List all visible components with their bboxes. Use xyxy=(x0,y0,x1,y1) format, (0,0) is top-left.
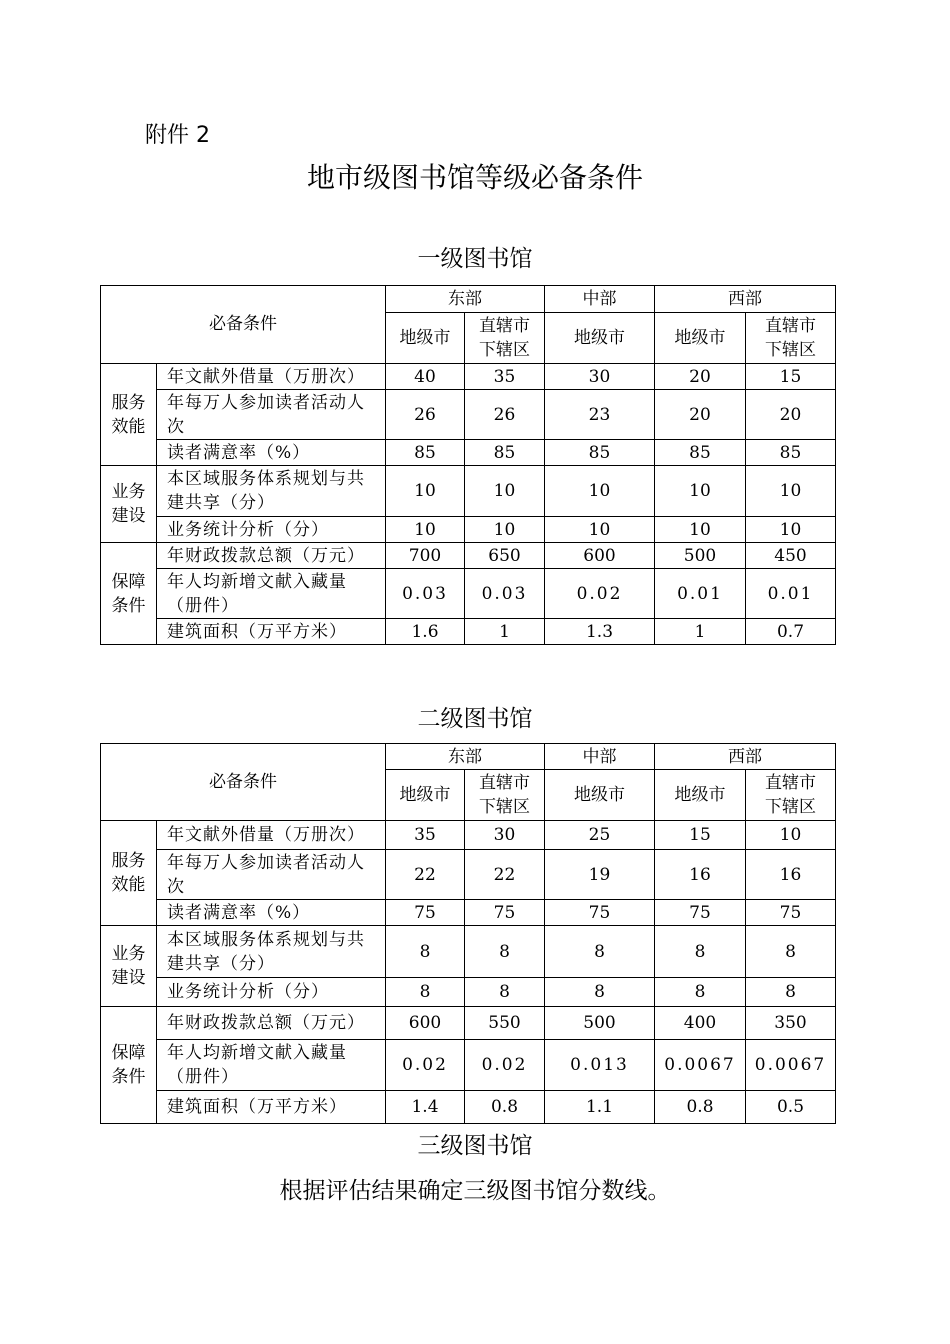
group-label: 保障 条件 xyxy=(101,543,157,645)
criterion-label: 读者满意率（%） xyxy=(157,900,386,926)
value-cell: 75 xyxy=(545,900,655,926)
page-title: 地市级图书馆等级必备条件 xyxy=(306,161,643,194)
criterion-label: 年人均新增文献入藏量（册件） xyxy=(157,569,386,619)
table-row xyxy=(101,466,836,517)
region-west-header: 西部 xyxy=(655,286,836,313)
value-cell: 8 xyxy=(465,926,545,978)
value-cell: 1 xyxy=(655,619,746,645)
city-type-header: 地级市 xyxy=(386,313,465,364)
table-row xyxy=(101,364,836,390)
value-cell: 10 xyxy=(386,517,465,543)
value-cell: 30 xyxy=(545,364,655,390)
city-type-header: 地级市 xyxy=(655,770,746,821)
district-type-header: 直辖市 下辖区 xyxy=(465,770,545,821)
value-cell: 10 xyxy=(465,517,545,543)
value-cell: 700 xyxy=(386,543,465,569)
value-cell: 1.1 xyxy=(545,1091,655,1124)
value-cell: 0.8 xyxy=(465,1091,545,1124)
value-cell: 8 xyxy=(746,978,836,1007)
group-label: 业务 建设 xyxy=(101,926,157,1007)
section-title-level-3: 三级图书馆 xyxy=(417,1133,533,1159)
criterion-label: 年每万人参加读者活动人次 xyxy=(157,390,386,440)
value-cell: 600 xyxy=(545,543,655,569)
value-cell: 40 xyxy=(386,364,465,390)
value-cell: 500 xyxy=(545,1007,655,1040)
value-cell: 10 xyxy=(746,821,836,850)
value-cell: 0.02 xyxy=(545,569,655,619)
requirements-table-level-2 xyxy=(100,743,836,1124)
value-cell: 75 xyxy=(465,900,545,926)
value-cell: 500 xyxy=(655,543,746,569)
value-cell: 1.3 xyxy=(545,619,655,645)
value-cell: 0.02 xyxy=(465,1040,545,1091)
value-cell: 8 xyxy=(655,926,746,978)
table-row xyxy=(101,1091,836,1124)
table-row xyxy=(101,926,836,978)
value-cell: 85 xyxy=(465,440,545,466)
value-cell: 85 xyxy=(746,440,836,466)
value-cell: 16 xyxy=(655,850,746,900)
district-type-header: 直辖市 下辖区 xyxy=(746,313,836,364)
table-row xyxy=(101,569,836,619)
criteria-header: 必备条件 xyxy=(101,744,386,821)
value-cell: 550 xyxy=(465,1007,545,1040)
region-west-header: 西部 xyxy=(655,744,836,770)
value-cell: 20 xyxy=(746,390,836,440)
value-cell: 26 xyxy=(386,390,465,440)
district-type-header: 直辖市 下辖区 xyxy=(465,313,545,364)
value-cell: 35 xyxy=(386,821,465,850)
value-cell: 0.0067 xyxy=(746,1040,836,1091)
value-cell: 0.02 xyxy=(386,1040,465,1091)
value-cell: 75 xyxy=(746,900,836,926)
value-cell: 0.7 xyxy=(746,619,836,645)
criterion-label: 读者满意率（%） xyxy=(157,440,386,466)
value-cell: 30 xyxy=(465,821,545,850)
criterion-label: 本区域服务体系规划与共建共享（分） xyxy=(157,466,386,517)
value-cell: 1 xyxy=(465,619,545,645)
group-label: 服务 效能 xyxy=(101,821,157,926)
section-title-level-2: 二级图书馆 xyxy=(417,706,533,732)
value-cell: 85 xyxy=(386,440,465,466)
table-row xyxy=(101,543,836,569)
criterion-label: 建筑面积（万平方米） xyxy=(157,1091,386,1124)
value-cell: 0.5 xyxy=(746,1091,836,1124)
value-cell: 85 xyxy=(655,440,746,466)
criterion-label: 年财政拨款总额（万元） xyxy=(157,1007,386,1040)
criterion-label: 年每万人参加读者活动人次 xyxy=(157,850,386,900)
value-cell: 23 xyxy=(545,390,655,440)
value-cell: 0.013 xyxy=(545,1040,655,1091)
city-type-header: 地级市 xyxy=(655,313,746,364)
value-cell: 35 xyxy=(465,364,545,390)
value-cell: 15 xyxy=(746,364,836,390)
region-east-header: 东部 xyxy=(386,744,545,770)
value-cell: 8 xyxy=(386,926,465,978)
value-cell: 600 xyxy=(386,1007,465,1040)
level-3-note: 根据评估结果确定三级图书馆分数线。 xyxy=(279,1178,671,1204)
value-cell: 8 xyxy=(746,926,836,978)
criterion-label: 建筑面积（万平方米） xyxy=(157,619,386,645)
value-cell: 22 xyxy=(465,850,545,900)
region-central-header: 中部 xyxy=(545,286,655,313)
value-cell: 350 xyxy=(746,1007,836,1040)
table-row xyxy=(101,900,836,926)
table-row xyxy=(101,1040,836,1091)
table-row xyxy=(101,517,836,543)
value-cell: 1.6 xyxy=(386,619,465,645)
section-title-level-1: 一级图书馆 xyxy=(417,246,533,272)
table-row xyxy=(101,978,836,1007)
value-cell: 0.03 xyxy=(465,569,545,619)
requirements-table-level-1 xyxy=(100,285,836,645)
value-cell: 0.01 xyxy=(655,569,746,619)
value-cell: 1.4 xyxy=(386,1091,465,1124)
criterion-label: 年人均新增文献入藏量（册件） xyxy=(157,1040,386,1091)
value-cell: 400 xyxy=(655,1007,746,1040)
value-cell: 10 xyxy=(545,466,655,517)
criterion-label: 年财政拨款总额（万元） xyxy=(157,543,386,569)
header-row-regions xyxy=(101,286,836,313)
attachment-label: 附件 2 xyxy=(145,123,210,148)
header-row-regions xyxy=(101,744,836,770)
value-cell: 10 xyxy=(655,466,746,517)
region-east-header: 东部 xyxy=(386,286,545,313)
value-cell: 10 xyxy=(465,466,545,517)
value-cell: 10 xyxy=(746,466,836,517)
criterion-label: 本区域服务体系规划与共建共享（分） xyxy=(157,926,386,978)
city-type-header: 地级市 xyxy=(545,313,655,364)
table-row xyxy=(101,850,836,900)
group-label: 保障 条件 xyxy=(101,1007,157,1124)
criteria-header: 必备条件 xyxy=(101,286,386,364)
district-type-header: 直辖市 下辖区 xyxy=(746,770,836,821)
table-row xyxy=(101,619,836,645)
criterion-label: 年文献外借量（万册次） xyxy=(157,821,386,850)
value-cell: 0.03 xyxy=(386,569,465,619)
table-row xyxy=(101,821,836,850)
value-cell: 8 xyxy=(655,978,746,1007)
value-cell: 16 xyxy=(746,850,836,900)
value-cell: 8 xyxy=(386,978,465,1007)
value-cell: 10 xyxy=(655,517,746,543)
city-type-header: 地级市 xyxy=(545,770,655,821)
value-cell: 25 xyxy=(545,821,655,850)
table-row xyxy=(101,390,836,440)
criterion-label: 业务统计分析（分） xyxy=(157,517,386,543)
value-cell: 8 xyxy=(545,926,655,978)
criterion-label: 业务统计分析（分） xyxy=(157,978,386,1007)
city-type-header: 地级市 xyxy=(386,770,465,821)
value-cell: 0.8 xyxy=(655,1091,746,1124)
value-cell: 10 xyxy=(746,517,836,543)
value-cell: 22 xyxy=(386,850,465,900)
value-cell: 19 xyxy=(545,850,655,900)
value-cell: 10 xyxy=(545,517,655,543)
value-cell: 0.0067 xyxy=(655,1040,746,1091)
value-cell: 450 xyxy=(746,543,836,569)
value-cell: 75 xyxy=(655,900,746,926)
region-central-header: 中部 xyxy=(545,744,655,770)
value-cell: 650 xyxy=(465,543,545,569)
table-row xyxy=(101,440,836,466)
value-cell: 15 xyxy=(655,821,746,850)
group-label: 服务 效能 xyxy=(101,364,157,466)
value-cell: 26 xyxy=(465,390,545,440)
value-cell: 8 xyxy=(545,978,655,1007)
value-cell: 75 xyxy=(386,900,465,926)
group-label: 业务 建设 xyxy=(101,466,157,543)
value-cell: 0.01 xyxy=(746,569,836,619)
value-cell: 10 xyxy=(386,466,465,517)
value-cell: 85 xyxy=(545,440,655,466)
criterion-label: 年文献外借量（万册次） xyxy=(157,364,386,390)
value-cell: 20 xyxy=(655,364,746,390)
value-cell: 20 xyxy=(655,390,746,440)
table-row xyxy=(101,1007,836,1040)
value-cell: 8 xyxy=(465,978,545,1007)
